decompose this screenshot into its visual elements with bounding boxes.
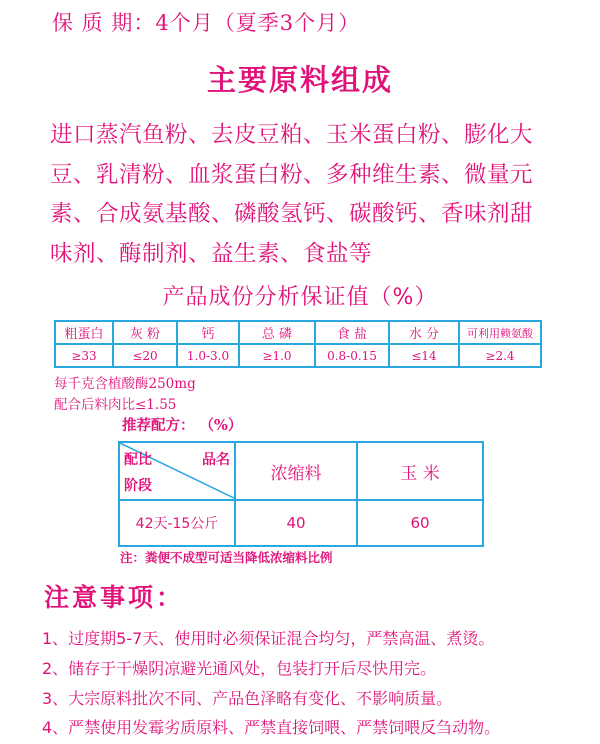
corner-label-product: 品名	[202, 452, 230, 468]
analysis-title: 产品成份分析保证值（%）	[162, 285, 438, 310]
table-cell: ≥33	[55, 344, 113, 367]
ingredients-line: 素、合成氨基酸、磷酸氢钙、碳酸钙、香味剂甜	[50, 201, 534, 227]
stage-cell: 42天-15公斤	[119, 500, 235, 546]
table-header-cell: 水 分	[389, 321, 459, 344]
analysis-value-row	[55, 344, 541, 367]
formula-header-row	[119, 442, 483, 500]
caution-item: 4、严禁使用发霉劣质原料、严禁直接饲喂、严禁饲喂反刍动物。	[42, 718, 501, 737]
caution-item: 3、大宗原料批次不同、产品色泽略有变化、不影响质量。	[42, 689, 453, 708]
table-cell: 1.0-3.0	[177, 344, 239, 367]
analysis-header-row	[55, 321, 541, 344]
ingredients-text	[50, 116, 560, 274]
corner-label-ratio: 配比	[124, 452, 152, 468]
table-header-cell: 食 盐	[315, 321, 389, 344]
recommendation-title: 推荐配方： （%）	[122, 417, 243, 434]
column-header-concentrate: 浓缩料	[235, 442, 357, 500]
ingredients-line: 豆、乳清粉、血浆蛋白粉、多种维生素、微量元	[50, 161, 534, 188]
ingredients-line: 味剂、酶制剂、益生素、食盐等	[50, 240, 373, 267]
formula-footnote: 注：粪便不成型可适当降低浓缩料比例	[120, 550, 333, 565]
table-cell: 0.8-0.15	[315, 344, 389, 367]
table-header-cell: 粗蛋白	[55, 321, 113, 344]
feed-ratio-note: 配合后料肉比≤1.55	[54, 397, 177, 413]
analysis-table	[54, 320, 542, 368]
table-header-cell: 可利用赖氨酸	[459, 321, 541, 344]
table-cell: ≤14	[389, 344, 459, 367]
ingredients-line: 进口蒸汽鱼粉、去皮豆粕、玉米蛋白粉、膨化大	[50, 122, 534, 148]
formula-row	[119, 500, 483, 546]
concentrate-value: 40	[235, 500, 357, 546]
column-header-corn: 玉 米	[357, 442, 483, 500]
diagonal-header-cell	[119, 442, 235, 500]
shelf-life: 保 质 期：4个月（夏季3个月）	[52, 11, 361, 35]
table-header-cell: 灰 粉	[113, 321, 177, 344]
phytase-note: 每千克含植酸酶250mg	[54, 376, 196, 392]
table-header-cell: 总 磷	[239, 321, 315, 344]
corn-value: 60	[357, 500, 483, 546]
table-cell: ≤20	[113, 344, 177, 367]
caution-item: 2、储存于干燥阴凉避光通风处，包装打开后尽快用完。	[42, 659, 437, 678]
cautions-heading: 注意事项：	[44, 583, 185, 612]
formula-table	[118, 441, 484, 547]
corner-label-stage: 阶段	[124, 478, 152, 494]
table-header-cell: 钙	[177, 321, 239, 344]
table-cell: ≥2.4	[459, 344, 541, 367]
table-cell: ≥1.0	[239, 344, 315, 367]
ingredients-heading: 主要原料组成	[206, 63, 393, 97]
caution-item: 1、过度期5-7天、使用时必须保证混合均匀，严禁高温、煮烫。	[42, 629, 495, 648]
